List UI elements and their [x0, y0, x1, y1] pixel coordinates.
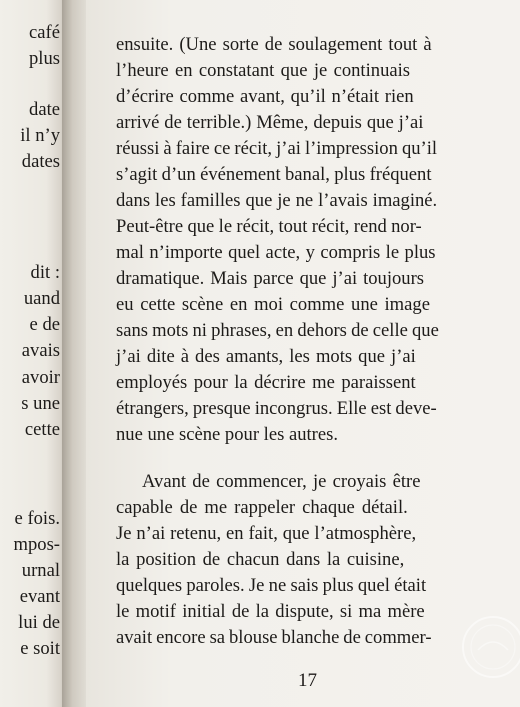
left-line: lui de	[18, 612, 60, 633]
left-line: dit :	[30, 262, 60, 283]
left-page	[0, 0, 66, 707]
body-line: eu cette scène en moi comme une image	[116, 294, 430, 315]
left-line: e fois.	[14, 508, 60, 529]
left-line: avais	[21, 340, 60, 361]
body-line: quelques paroles. Je ne sais plus quel était	[116, 575, 427, 596]
body-line: ensuite. (Une sorte de soulagement tout à	[116, 34, 432, 55]
left-line: urnal	[21, 560, 60, 581]
left-line: dates	[21, 151, 60, 172]
left-line: cette	[24, 419, 60, 440]
body-line: d’écrire comme avant, qu’il n’était rien	[116, 86, 414, 107]
body-line: le motif initial de la dispute, si ma mère	[116, 601, 425, 622]
body-line: capable de me rappeler chaque détail.	[116, 497, 408, 518]
body-line: Je n’ai retenu, en fait, que l’atmosphère,	[116, 523, 417, 544]
left-line: il n’y	[20, 125, 60, 146]
left-line: plus	[29, 48, 60, 69]
left-line: café	[29, 22, 60, 43]
body-line: réussi à faire ce récit, j’ai l’impression qu’il	[116, 138, 438, 159]
body-line: Peut-être que le récit, tout récit, rend nor-	[116, 216, 422, 237]
body-line: Avant de commencer, je croyais être	[142, 471, 421, 492]
body-line: s’agit d’un événement banal, plus fréquent	[116, 164, 432, 185]
body-line: l’heure en constatant que je continuais	[116, 60, 411, 81]
body-line: dans les familles que je ne l’avais imaginé.	[116, 190, 438, 211]
body-line: mal n’importe quel acte, y compris le plus	[116, 242, 436, 263]
left-line: date	[29, 99, 60, 120]
left-line: e de	[29, 314, 60, 335]
body-line: la position de chacun dans la cuisine,	[116, 549, 405, 570]
body-line: dramatique. Mais parce que j’ai toujours	[116, 268, 425, 289]
left-line: mpos-	[13, 534, 60, 555]
right-page	[86, 0, 520, 707]
body-line: nue une scène pour les autres.	[116, 424, 339, 445]
left-line: uand	[23, 288, 60, 309]
left-line: s une	[21, 393, 60, 414]
left-line: e soit	[20, 638, 60, 659]
page-number: 17	[298, 670, 317, 691]
body-line: employés pour la décrire me paraissent	[116, 372, 416, 393]
body-line: avait encore sa blouse blanche de commer-	[116, 627, 432, 648]
watermark-seal	[458, 612, 520, 682]
body-line: étrangers, presque incongrus. Elle est deve-	[116, 398, 437, 419]
body-line: arrivé de terrible.) Même, depuis que j’ai	[116, 112, 424, 133]
left-line: evant	[19, 586, 60, 607]
left-line: avoir	[21, 367, 60, 388]
body-line: j’ai dite à des amants, les mots que j’ai	[116, 346, 416, 367]
body-line: sans mots ni phrases, en dehors de celle que	[116, 320, 439, 341]
